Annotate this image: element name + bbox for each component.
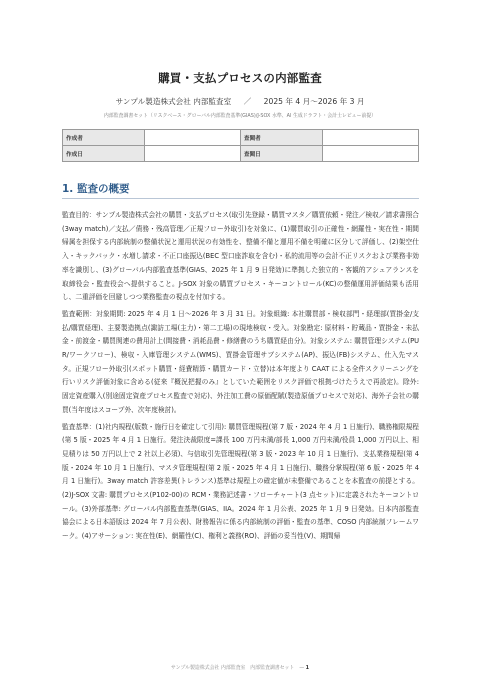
signoff-row (63, 146, 419, 162)
footer-text: サンプル製造株式会社 内部監査室 内部監査調書セット — (170, 665, 305, 671)
document-note: 内部監査調書セット（リスクベース・グローバル内部監査基準(GIAS)/J-SOX 水準、AI 生成ドラフト・会計士レビュー前提） (103, 113, 377, 119)
signoff-row (63, 130, 419, 146)
audit-period: 2025 年 4 月〜2026 年 3 月 (263, 97, 365, 106)
prepared-date-value[interactable] (144, 146, 240, 162)
review-date-value[interactable] (322, 146, 418, 162)
page-number: 1 (305, 665, 310, 671)
section-divider (62, 198, 419, 199)
company-department: サンプル製造株式会社 内部監査室 (115, 97, 232, 106)
audit-objective-paragraph: 監査目的：サンプル製造株式会社の購買・支払プロセス(取引先登録・購買マスタ／購買依頼・発注／検収／請求書照合(3way match)／支払／債務・残高管理／正規フロー外取引)を対象に、(1)購買取引の正確性・網羅性・実在性・期間帰属を担保する内部統制の整備状況と運用状況の有効性を、整備不備と運用不備を明確に区分して評価し、(2)架空仕入・キックバック・水増し請求・不正口座振込(BEC 型口座詐取を含む)・私的流用等の会計不正リスクおよび業務非効率を識別し、(3)グローバル内部監査基準(GIAS、2025 年 1 月 9 日発効)に準拠した独立的・客観的アシュアランスを取締役会・監査役会へ提供すること。J-SOX 対象の購買プロセス・キーコントロール(KC)の整備運用評価結果も活用し、二重評価を回避しつつ業務監査の視点を付加する。 (62, 211, 419, 302)
audit-criteria-paragraph: 監査基準：(1)社内規程(版数・施行日を確定して引用): 購買管理規程(第 7 版・2024 年 4 月 1 日施行)、職務権限規程(第 5 版・2025 年 4 月 1 日施行。発注決裁限度=課長 100 万円未満/部長 1,000 万円未満/役員 1,000 万円以上、相見積りは 50 万円以上で 2 社以上必須)、与信取引先管理規程(第 3 版・2023 年 10 月 1 日施行)、支払業務規程(第 4 版・2024 年 10 月 1 日施行)、マスタ管理規程(第 2 版・2025 年 4 月 1 日施行)、職務分掌規程(第 6 版・2025 年 4 月 1 日施行)。3way match 許容差異(トレランス)基準は規程上の確定値が未整備であることを本監査の前提とする。(2)J-SOX 文書: 購買プロセス(P102-00)の RCM・業務記述書・フローチャート(3 点セット)に定義されたキーコントロール。(3)外部基準: グローバル内部監査基準(GIAS、IIA。2024 年 1 月公表、2025 年 1 月 9 日発効。日本内部監査協会による日本語版は 2024 年 7 月公表)、財務報告に係る内部統制の評価・監査の基準、COSO 内部統制フレームワーク。(4)アサーション: 実在性(E)、網羅性(C)、権利と義務(RO)、評価の妥当性(V)、期間帰 (62, 422, 419, 541)
prepared-date-label: 作成日 (63, 146, 145, 162)
document-subtitle (0, 96, 480, 107)
section-heading: 1. 監査の概要 (62, 183, 130, 195)
signoff-table (62, 129, 419, 162)
reviewer-value[interactable] (322, 130, 418, 146)
page-footer (0, 664, 480, 671)
preparer-label: 作成者 (63, 130, 145, 146)
preparer-value[interactable] (144, 130, 240, 146)
audit-scope-paragraph: 監査範囲：対象期間: 2025 年 4 月 1 日〜2026 年 3 月 31 日。対象組織: 本社購買部・検収部門・経理部(買掛金/支払/購買経理)、主要製造拠点(諏訪工場(主力)・第二工場)の現地検収・受入。対象勘定: 原材料・貯蔵品・買掛金・未払金・前渡金・購買関連の費用計上(間接費・消耗品費・修繕費のうち購買経由分)。対象システム: 購買管理システム(PUR/ワークフロー)、検収・入庫管理システム(WMS)、買掛金管理サブシステム(AP)、振込(FB)システム、仕入先マスタ。正規フロー外取引(スポット購買・経費精算・購買カード・立替)は本年度より CAAT による全件スクリーニングを行いリスク評価対象に含める(従来『概況把握のみ』としていた範囲をリスク評価で根拠づけたうえで再設定)。除外: 固定資産購入(別途固定資産プロセス監査で対応)、外注加工費の原価配賦(製造原価プロセスで対応)、海外子会社の購買(当年度はスコープ外、次年度検討)。 (62, 309, 419, 414)
reviewer-label: 査閲者 (240, 130, 322, 146)
section-body (62, 209, 419, 544)
subtitle-separator: ／ (243, 97, 252, 106)
review-date-label: 査閲日 (240, 146, 322, 162)
document-title: 購買・支払プロセスの内部監査 (158, 71, 322, 85)
